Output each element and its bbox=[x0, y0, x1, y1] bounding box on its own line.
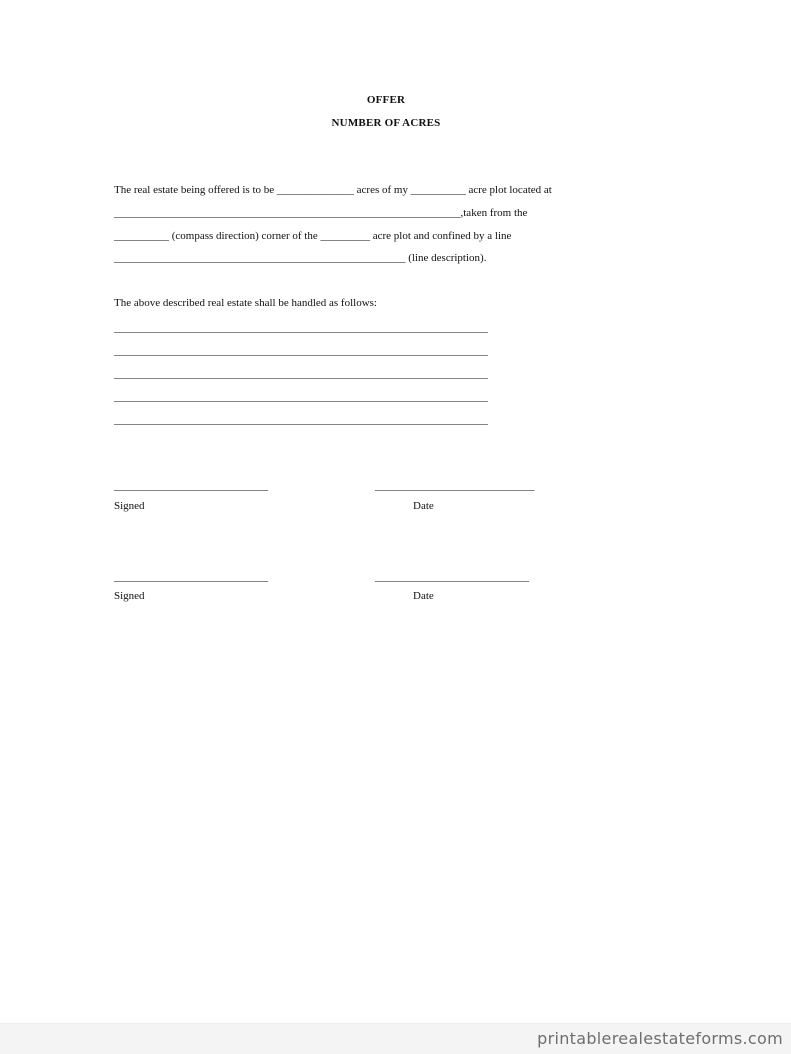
signature-line-2: ____________________________ bbox=[114, 571, 268, 583]
blank-line-2: ____________________________________________________________________ bbox=[114, 345, 488, 357]
date-label-2: Date bbox=[413, 590, 434, 602]
document-title: OFFER bbox=[366, 94, 406, 106]
signature-line-1: ____________________________ bbox=[114, 480, 268, 492]
paragraph1-line-1: The real estate being offered is to be ______________ acres of my __________ acre plot located at bbox=[114, 184, 552, 196]
date-line-2: ____________________________ bbox=[375, 571, 529, 583]
blank-line-4: ____________________________________________________________________ bbox=[114, 391, 488, 403]
signed-label-1: Signed bbox=[114, 500, 145, 512]
date-line-1: _____________________________ bbox=[375, 480, 535, 492]
signed-label-2: Signed bbox=[114, 590, 145, 602]
footer-bar bbox=[0, 1023, 791, 1054]
site-watermark: printablerealestateforms.com bbox=[537, 1029, 783, 1048]
paragraph2-intro: The above described real estate shall be handled as follows: bbox=[114, 297, 377, 309]
paragraph1-line-4: _____________________________________________________ (line description). bbox=[114, 252, 487, 264]
blank-line-1: ____________________________________________________________________ bbox=[114, 322, 488, 334]
date-label-1: Date bbox=[413, 500, 434, 512]
document-subtitle: NUMBER OF ACRES bbox=[331, 117, 441, 129]
blank-line-5: ____________________________________________________________________ bbox=[114, 414, 488, 426]
paragraph1-line-2: _______________________________________________________________,taken from the bbox=[114, 207, 528, 219]
paragraph1-line-3: __________ (compass direction) corner of the _________ acre plot and confined by a line bbox=[114, 230, 512, 242]
blank-line-3: ____________________________________________________________________ bbox=[114, 368, 488, 380]
